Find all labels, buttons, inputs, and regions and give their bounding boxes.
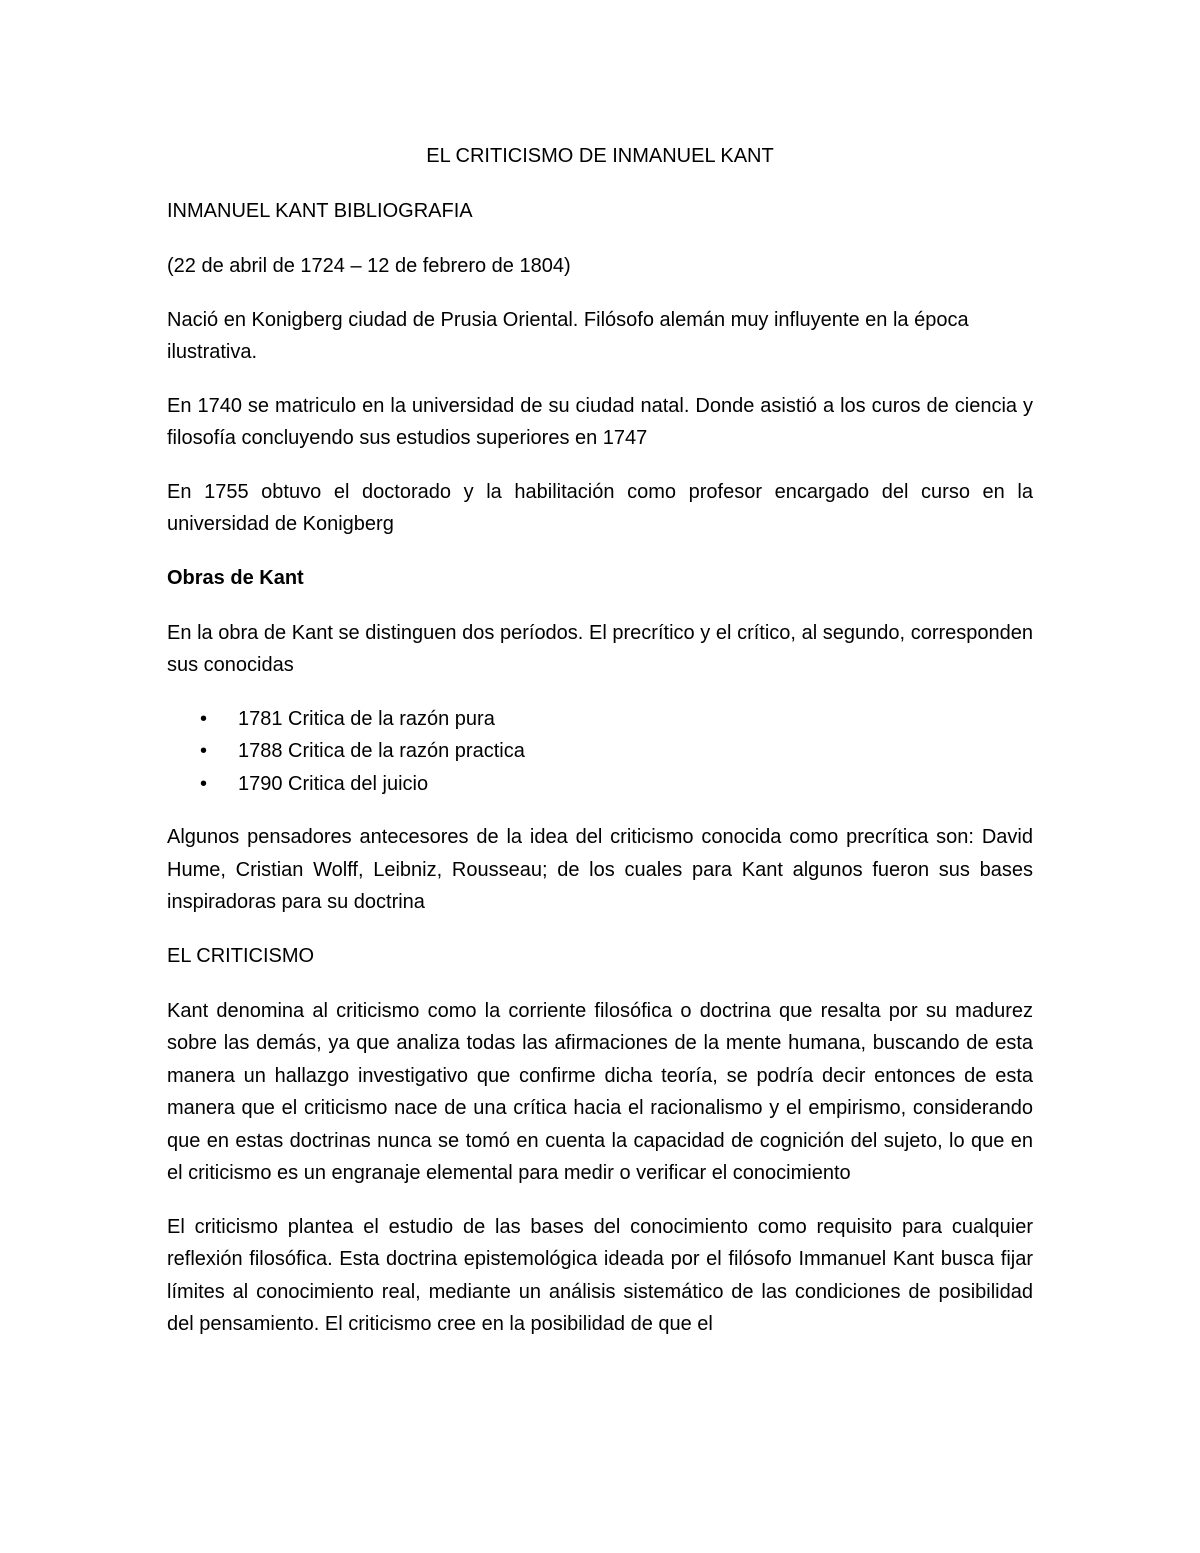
work-label: 1790 Critica del juicio xyxy=(238,772,429,795)
list-item xyxy=(167,768,1033,801)
paragraph-university: En 1740 se matriculo en la universidad de su ciudad natal. Donde asistió a los curos de ciencia y filosofía concluyendo sus estudios superiores en 1747 xyxy=(167,394,1033,449)
paragraph-predecessors: Algunos pensadores antecesores de la idea del criticismo conocida como precrítica son: David Hume, Cristian Wolff, Leibniz, Rousseau; de los cuales para Kant algunos fueron sus bases inspiradoras para su doctrina xyxy=(167,826,1033,913)
document-page xyxy=(167,140,1033,1362)
bullet-icon: • xyxy=(200,772,208,795)
section-heading-obras: Obras de Kant xyxy=(167,566,304,589)
paragraph-dates: (22 de abril de 1724 – 12 de febrero de 1804) xyxy=(167,255,571,277)
paragraph-criticismo-study: El criticismo plantea el estudio de las bases del conocimiento como requisito para cualquier reflexión filosófica. Esta doctrina epistemológica ideada por el filósofo Immanuel Kant busca fijar límites al conocimiento real, mediante un análisis sistemático de las condiciones de posibilidad del pensamiento. El criticismo cree en la posibilidad de que el xyxy=(167,1215,1033,1335)
bullet-icon: • xyxy=(200,707,208,730)
works-list xyxy=(167,703,1033,801)
section-heading-biografia: INMANUEL KANT BIBLIOGRAFIA xyxy=(167,200,473,222)
paragraph-criticismo-definition: Kant denomina al criticismo como la corriente filosófica o doctrina que resalta por su madurez sobre las demás, ya que analiza todas las afirmaciones de la mente humana, buscando de esta manera un hallazgo investigativo que confirme dicha teoría, se podría decir entonces de esta manera que el criticismo nace de una crítica hacia el racionalismo y el empirismo, considerando que en estas doctrinas nunca se tomó en cuenta la capacidad de cognición del sujeto, lo que en el criticismo es un engranaje elemental para medir o verificar el conocimiento xyxy=(167,999,1033,1184)
list-item xyxy=(167,735,1033,768)
paragraph-doctorate: En 1755 obtuvo el doctorado y la habilitación como profesor encargado del curso en la universidad de Konigberg xyxy=(167,480,1033,535)
list-item xyxy=(167,703,1033,736)
section-heading-criticismo: EL CRITICISMO xyxy=(167,944,315,967)
work-label: 1788 Critica de la razón practica xyxy=(238,740,525,762)
document-title: EL CRITICISMO DE INMANUEL KANT xyxy=(426,145,774,167)
paragraph-obras-intro: En la obra de Kant se distinguen dos períodos. El precrítico y el crítico, al segundo, corresponden sus conocidas xyxy=(167,621,1033,676)
bullet-icon: • xyxy=(200,740,208,762)
paragraph-birth: Nació en Konigberg ciudad de Prusia Oriental. Filósofo alemán muy influyente en la época ilustrativa. xyxy=(167,308,969,363)
work-label: 1781 Critica de la razón pura xyxy=(238,707,495,730)
